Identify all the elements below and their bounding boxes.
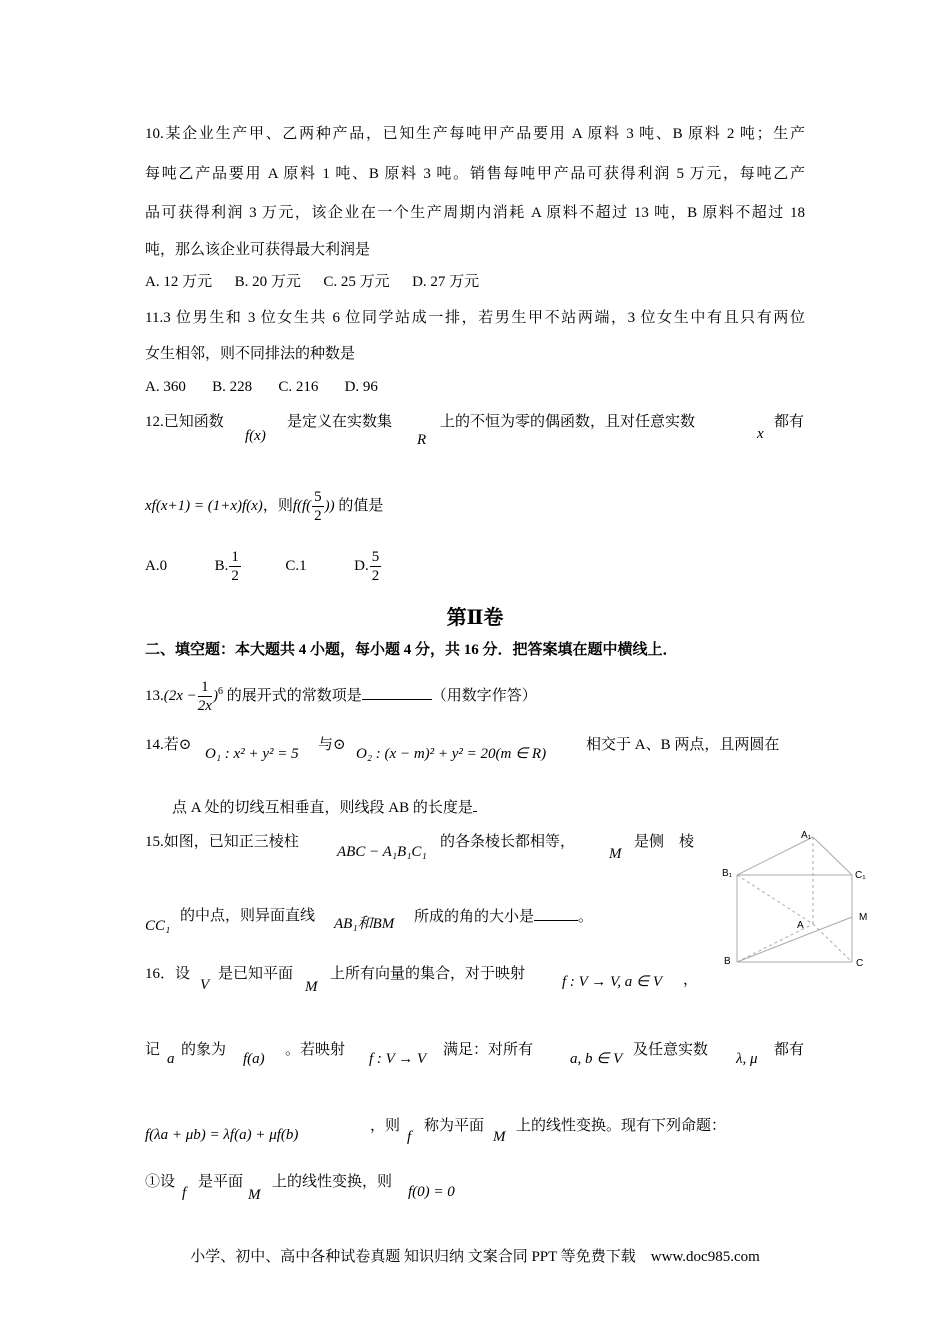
q12-frac-num: 5 [314, 489, 322, 506]
q16-l3c: 上的线性变换。现有下列命题： [516, 1118, 727, 1134]
q14-prefix: 14.若⊙ [145, 737, 192, 753]
q12-optD-num: 5 [371, 549, 380, 566]
q11-line2: 女生相邻，则不同排法的种数是 [145, 346, 356, 362]
q15-lines: AB₁和BM [334, 916, 395, 932]
q15-end: 。 [578, 909, 594, 925]
q12-fx: f(x) [245, 428, 266, 444]
q12-prefix: 12.已知函数 [145, 414, 224, 430]
q12-frac-den: 2 [314, 508, 322, 525]
q12-optD: D. [354, 558, 369, 574]
q15-tail: 是侧 棱 [634, 834, 695, 850]
q15-prefix: 15.如图，已知正三棱柱 [145, 834, 299, 850]
q16-map2: f : V → V [369, 1051, 427, 1067]
segment-AB1-hidden [737, 875, 813, 924]
q14-line2 [172, 797, 477, 818]
q12-optA: A.0 [145, 558, 168, 574]
q10-line1: 10.某企业生产甲、乙两种产品，已知生产每吨甲产品要用 A 原料 3 吨、B 原料 2 吨；生产 [145, 126, 805, 142]
q13-line [145, 672, 537, 716]
q16-p1b: 是平面 [198, 1174, 244, 1190]
q16-f: f [407, 1129, 412, 1145]
q13-text: 的展开式的常数项是 [226, 688, 362, 704]
edge-A1C1 [813, 837, 852, 875]
q10-options: A. 12 万元 B. 20 万元 C. 25 万元 D. 27 万元 [145, 274, 480, 290]
q12-tail: 的值是 [338, 498, 384, 514]
label-B: B [724, 956, 731, 967]
q15-line2b-text: 所成的角的大小是 [414, 909, 535, 925]
q12-optB-frac [229, 548, 241, 585]
q16-M: M [305, 979, 318, 995]
q12-equation-line [145, 486, 383, 526]
q12-mid1: 是定义在实数集 [287, 414, 393, 430]
q12-fraction [312, 488, 324, 525]
q14-tail: 相交于 A、B 两点，且两圆在 [586, 737, 780, 753]
q12-options [145, 546, 382, 586]
q16-p1d: f(0) = 0 [408, 1184, 455, 1200]
q12-mid2: 上的不恒为零的偶函数，且对任意实数 [440, 414, 696, 430]
q14-answer-blank[interactable] [473, 797, 477, 812]
q14-circle2: O₂ : (x − m)² + y² = 20(m ∈ R) [356, 746, 547, 762]
label-A1: A₁ [801, 830, 812, 841]
q16-ab: a, b ∈ V [570, 1051, 623, 1067]
q16-l2b: 的象为 [181, 1042, 227, 1058]
prism-figure [715, 820, 875, 980]
q15-prism: ABC − A₁B₁C₁ [337, 844, 427, 860]
part2-section-heading: 二、填空题：本大题共 4 小题，每小题 4 分，共 16 分．把答案填在题中横线上． [145, 642, 678, 658]
q13-expr-b: ) [212, 688, 218, 704]
segment-BM [737, 917, 852, 962]
q14-with: 与⊙ [318, 737, 346, 753]
q13-expr-a: (2x − [163, 688, 197, 704]
q10-line2: 每吨乙产品要用 A 原料 1 吨、B 原料 3 吨。销售每吨甲产品可获得利润 5 万元，每吨乙产 [145, 166, 805, 182]
q16-M2: M [493, 1129, 506, 1145]
q13-fraction [198, 678, 212, 715]
q12-end: 都有 [774, 414, 805, 430]
q16-map: f : V → V, a ∈ V [562, 974, 663, 990]
q16-linear-def: f(λa + μb) = λf(a) + μf(b) [145, 1127, 299, 1143]
q11-options: A. 360 B. 228 C. 216 D. 96 [145, 379, 378, 395]
q13-frac-den: 2x [197, 698, 212, 715]
q13-tail: （用数字作答） [431, 688, 537, 704]
q16-l2d: 满足：对所有 [443, 1042, 534, 1058]
q16-comma: ， [683, 972, 699, 988]
q12-optB-den: 2 [231, 568, 239, 585]
q16-lambda-mu: λ, μ [736, 1051, 758, 1067]
page-footer: 小学、初中、高中各种试卷真题 知识归纳 文案合同 PPT 等免费下载 www.doc985.com [190, 1249, 760, 1265]
label-A: A [797, 920, 804, 931]
q16-p1-f: f [182, 1185, 187, 1201]
q15-answer-blank[interactable] [534, 906, 578, 921]
edge-B1A1 [737, 837, 813, 875]
q15-line2a: 的中点，则异面直线 [180, 908, 316, 924]
q16-p1c: 上的线性变换，则 [272, 1174, 393, 1190]
q14-circle1: O₁ : x² + y² = 5 [205, 746, 299, 762]
q12-equation: xf(x+1) = (1+x)f(x) [145, 498, 263, 514]
q12-optD-den: 2 [371, 568, 380, 585]
q12-optB-num: 1 [231, 549, 239, 566]
part2-title: 第Ⅱ卷 [446, 607, 504, 629]
label-M: M [859, 912, 868, 923]
q16-l2e: 及任意实数 [633, 1042, 709, 1058]
q13-power: 6 [217, 686, 223, 697]
q13-frac-num: 1 [198, 678, 212, 697]
q10-line4: 吨，那么该企业可获得最大利润是 [145, 242, 371, 258]
q15-line2b [414, 906, 593, 927]
q16-V: V [200, 977, 210, 993]
q12-then: ，则 [262, 498, 293, 514]
q16-prefix: 16．设 [145, 966, 191, 982]
q12-optD-frac [370, 548, 382, 585]
q16-fa: f(a) [243, 1051, 265, 1067]
q13-answer-blank[interactable] [362, 685, 432, 700]
q14-line2-text: 点 A 处的切线互相垂直，则线段 AB 的长度是 [172, 800, 473, 816]
q12-ffclose: )) [324, 498, 335, 514]
q13-prefix: 13. [145, 688, 164, 704]
q16-l3a: ，则 [370, 1118, 401, 1134]
q12-optC: C.1 [285, 558, 307, 574]
q16-t2: 上所有向量的集合，对于映射 [330, 966, 526, 982]
q12-optB: B. [214, 558, 229, 574]
label-C: C [856, 958, 864, 969]
q16-p1a: ①设 [145, 1174, 176, 1190]
q16-l2f: 都有 [774, 1042, 805, 1058]
label-B1: B₁ [722, 868, 733, 879]
q12-x: x [757, 426, 764, 442]
q11-line1: 11.3 位男生和 3 位女生共 6 位同学站成一排，若男生甲不站两端，3 位女生中有且只有两位 [145, 310, 805, 326]
q16-l2c: 。若映射 [285, 1042, 346, 1058]
q16-l3b: 称为平面 [424, 1118, 485, 1134]
q16-p1-M: M [248, 1187, 261, 1203]
q16-t1: 是已知平面 [218, 966, 294, 982]
q10-line3: 品可获得利润 3 万元，该企业在一个生产周期内消耗 A 原料不超过 13 吨，B 原料不超过 18 [145, 205, 805, 221]
q15-M: M [609, 846, 622, 862]
label-C1: C₁ [855, 870, 866, 881]
q12-R: R [417, 432, 427, 448]
q15-mid: 的各条棱长都相等， [440, 834, 576, 850]
q16-a: a [167, 1051, 175, 1067]
q16-l2a: 记 [145, 1042, 161, 1058]
q12-ff: f(f( [292, 498, 312, 514]
edge-AC-hidden [813, 924, 852, 962]
q15-cc1: CC₁ [145, 918, 171, 934]
